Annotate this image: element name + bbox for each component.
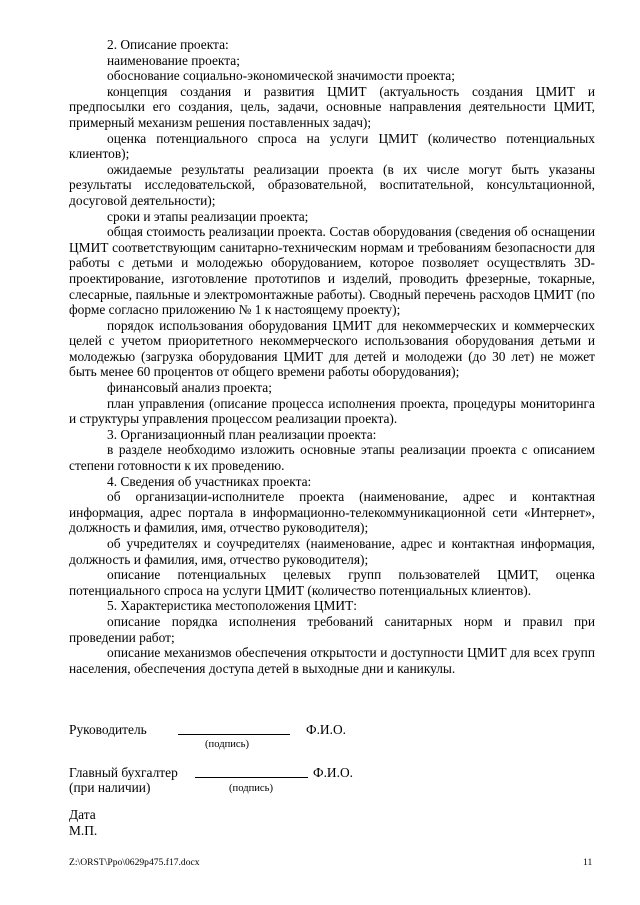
accountant-label: Главный бухгалтер [69, 765, 178, 780]
paragraph: описание потенциальных целевых групп пользователей ЦМИТ, оценка потенциального спроса на услуги ЦМИТ (количество потенциальных клиентов). [69, 567, 595, 598]
paragraph: в разделе необходимо изложить основные этапы реализации проекта с описанием степени готовности к их проведению. [69, 442, 595, 474]
paragraph: оценка потенциального спроса на услуги ЦМИТ (количество потенциальных клиентов); [69, 130, 595, 162]
accountant-signature-line [195, 765, 308, 782]
paragraph: описание порядка исполнения требований санитарных норм и правил при проведении работ; [69, 613, 595, 645]
paragraph: сроки и этапы реализации проекта; [107, 208, 309, 224]
paragraph: 3. Организационный план реализации проекта: [107, 426, 377, 442]
paragraph: общая стоимость реализации проекта. Состав оборудования (сведения об оснащении ЦМИТ соответствующим санитарно-техническим нормам и требованиям безопасности для работы с детьми и молодежью оборудованием, которое позволяет осуществлять 3D-проектирование, изготовление прототипов и изделий, проводить фрезерные, токарные, слесарные, паяльные и электромонтажные работы). Сводный перечень расходов ЦМИТ (по форме согласно приложению № 1 к настоящему проекту); [69, 224, 595, 318]
paragraph: описание механизмов обеспечения открытости и доступности ЦМИТ для всех групп населения, обеспечения доступа детей в выходные дни и каникулы. [69, 645, 595, 676]
paragraph: 4. Сведения об участниках проекта: [107, 473, 312, 489]
footer-file-path: Z:\ORST\Ppo\0629p475.f17.docx [69, 857, 200, 868]
paragraph: порядок использования оборудования ЦМИТ для некоммерческих и коммерческих целей с учетом приоритетного некоммерческого использования оборудования детьми и молодежью (загрузка оборудования ЦМИТ для детей и молодежи (до 30 лет) не может быть менее 60 процентов от общего времени работы оборудования); [69, 317, 595, 380]
page-number: 11 [583, 857, 593, 868]
paragraph: об учредителях и соучредителях (наименование, адрес и контактная информация, должность и фамилия, имя, отчество руководителя); [69, 536, 595, 567]
director-signature-caption: (подпись) [205, 739, 249, 750]
paragraph: план управления (описание процесса исполнения проекта, процедуры мониторинга и структуры управления процессом реализации проекта). [69, 395, 595, 427]
paragraph: ожидаемые результаты реализации проекта (в их числе могут быть указаны результаты исследовательской, образовательной, воспитательной, консультационной, досуговой деятельности); [69, 161, 595, 208]
paragraph: 2. Описание проекта: [107, 37, 229, 52]
paragraph: концепция создания и развития ЦМИТ (актуальность создания ЦМИТ и предпосылки его создания, цель, задачи, основные направления деятельности ЦМИТ, примерный механизм решения поставленных задач); [69, 83, 595, 130]
paragraph: об организации-исполнителе проекта (наименование, адрес и контактная информация, адрес портала в информационно-телекоммуникационной сети «Интернет», должность и фамилия, имя, отчество руководителя); [69, 489, 595, 536]
paragraph: 5. Характеристика местоположения ЦМИТ: [107, 598, 357, 614]
accountant-signature-caption: (подпись) [229, 783, 273, 794]
paragraph: обоснование социально-экономической значимости проекта; [107, 68, 455, 84]
date-label: Дата [69, 807, 96, 822]
paragraph: наименование проекта; [107, 52, 240, 68]
director-fio: Ф.И.О. [306, 722, 346, 737]
accountant-note: (при наличии) [69, 780, 151, 795]
director-label: Руководитель [69, 722, 147, 737]
stamp-label: М.П. [69, 823, 98, 838]
document-body [69, 37, 595, 676]
accountant-fio: Ф.И.О. [313, 765, 353, 780]
paragraph: финансовый анализ проекта; [107, 380, 272, 396]
